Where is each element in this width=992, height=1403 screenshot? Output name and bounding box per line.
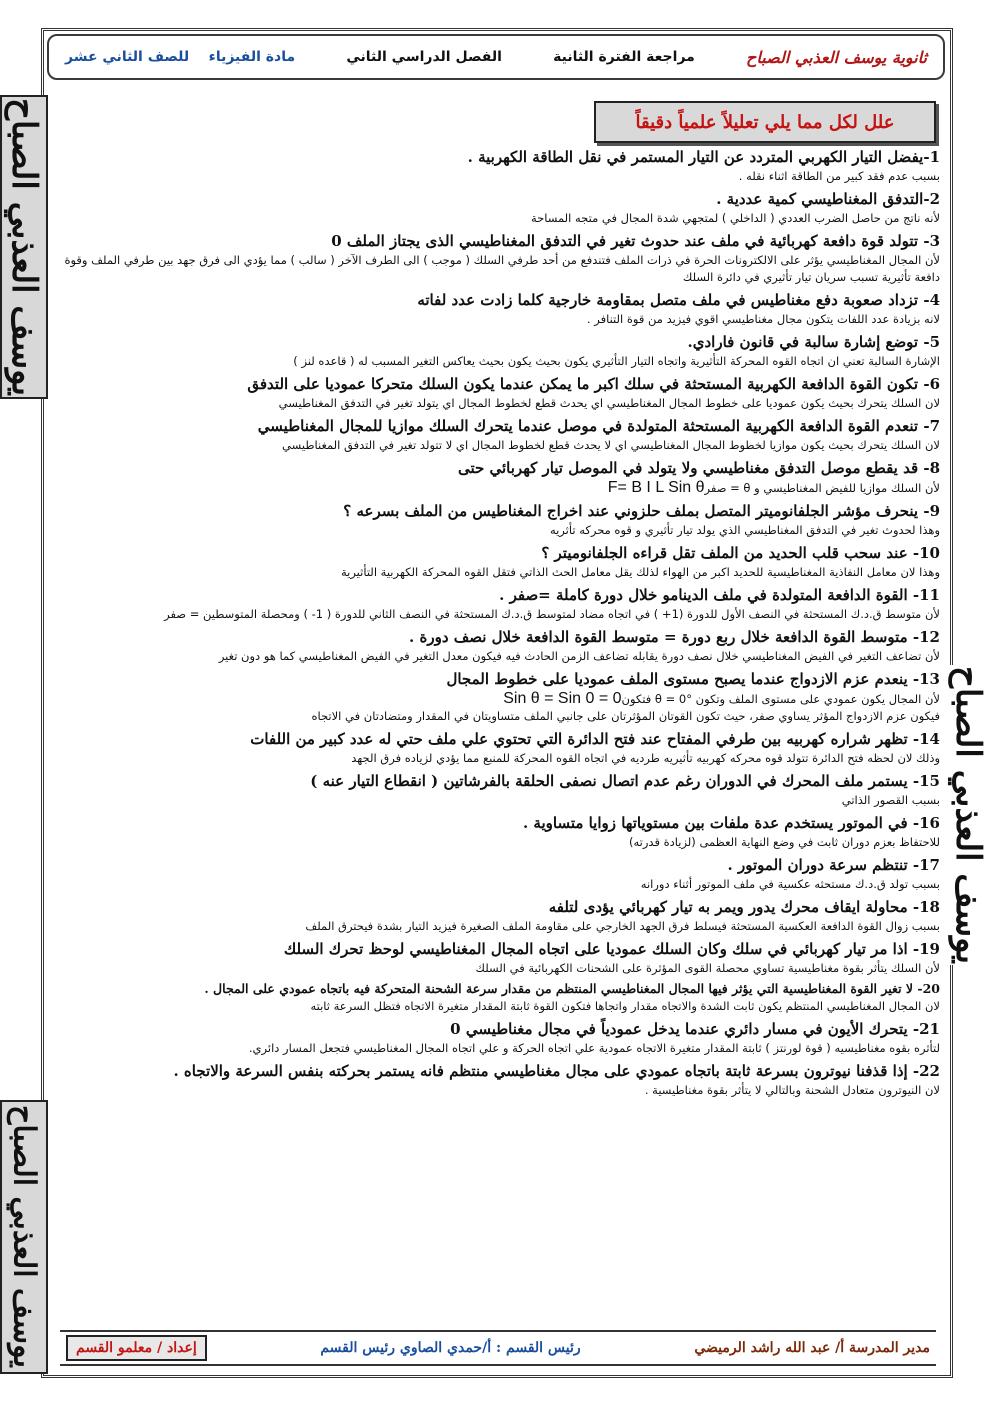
answer-body: بسبب القصور الذاتي: [841, 793, 940, 807]
question-item: [62, 812, 940, 851]
answer-body: لان السلك يتحرك بحيث يكون عموديا على خطوط المجال المغناطيسي اي يحدث قطع لخطوط المجال اي يتولد تغير في التدفق المغناطيسي: [278, 396, 940, 410]
answer-text: [62, 479, 940, 497]
questions-list: [62, 146, 940, 1102]
question-text: 7- تنعدم القوة الدافعة الكهربية المستحثة المتولدة في موصل عندما يتحرك السلك موازيا للمجال المغناطيسي: [257, 417, 940, 435]
answer-text: [62, 1040, 940, 1057]
question-item: [62, 770, 940, 809]
answer-text: [62, 918, 940, 935]
answer-continuation: فيكون عزم الازدواج المؤثر يساوي صفر، حيث تكون القوتان المؤثرتان على جانبي الملف متساويتان في المقدار ومتضادتان في الاتجاه: [311, 709, 940, 723]
answer-body: لانه بزيادة عدد اللفات يتكون مجال مغناطيسي اقوي فيزيد من قوة التنافر .: [586, 312, 940, 326]
answer-text: [62, 252, 940, 286]
review-title: مراجعة الفترة الثانية: [553, 49, 695, 65]
question-item: [62, 373, 940, 412]
question-text: 13- ينعدم عزم الازدواج عندما يصبح مستوى الملف عموديا على خطوط المجال: [446, 670, 940, 688]
prepared-by: إعداد / معلمو القسم: [66, 1335, 207, 1361]
answer-text: [62, 876, 940, 893]
answer-text: [62, 606, 940, 623]
answer-body: لتأثره بقوه مغناطيسيه ( قوة لورنتز ) ثابتة المقدار متغيرة الاتجاه عمودية علي اتجاه الحركة و علي اتجاه المجال المغناطيسي فتجعل المسار دائري.: [248, 1041, 940, 1055]
question-text: 22- إذا قذفنا نيوترون بسرعة ثابتة باتجاه عمودي على مجال مغناطيسي منتظم فانه يستمر بحركته بنفس السرعة والاتجاه .: [173, 1062, 940, 1080]
question-item: [62, 1060, 940, 1099]
answer-text: [62, 522, 940, 539]
subject-label: مادة الفيزياء: [208, 49, 296, 65]
answer-body: وهذا لحدوث تغير في التدفق المغناطيسي الذي يولد تيار تأثيري و قوه محركه تأثريه: [549, 523, 940, 537]
question-item: [62, 188, 940, 227]
question-text: 12- متوسط القوة الدافعة خلال ربع دورة = متوسط القوة الدافعة خلال نصف دورة .: [409, 628, 940, 646]
answer-body: بسبب تولد ق.د.ك مستحثه عكسية في ملف الموتور أثناء دورانه: [640, 877, 940, 891]
formula: F= B I L Sin θ: [607, 479, 705, 496]
answer-body: لأن المجال يكون عمودي على مستوى الملف وتكون θ = 0° فتكون: [621, 692, 940, 706]
question-item: [62, 896, 940, 935]
answer-text: [62, 210, 940, 227]
answer-body: لأن متوسط ق.د.ك المستحثة في النصف الأول للدورة (1+ ) في اتجاه مضاد لمتوسط ق.د.ك المستحثة في النصف الثاني للدورة ( 1- ) ومحصلة المتوسطين = صفر: [164, 607, 940, 621]
question-text: 10- عند سحب قلب الحديد من الملف تقل قراءه الجلفانوميتر ؟: [541, 544, 940, 562]
term-label: الفصل الدراسي الثاني: [346, 49, 502, 65]
question-item: [62, 980, 940, 1015]
grade-label: للصف الثاني عشر: [65, 49, 190, 65]
question-item: [62, 542, 940, 581]
formula: Sin θ = Sin 0 = 0: [503, 690, 622, 707]
answer-text: [62, 168, 940, 185]
answer-body: لأن المجال المغناطيسي يؤثر على الالكترونات الحرة في ذرات الملف فتندفع من أحد طرفي السلك ( موجب ) الى الطرف الآخر ( سالب ) مما يؤدي الى فرق جهد بين طرفي الملف وقوة دافعة تأثيرية تسبب سريان تيار تأثيري في دائرة السلك: [64, 253, 940, 284]
question-text: 15- يستمر ملف المحرك في الدوران رغم عدم اتصال نصفى الحلقة بالفرشاتين ( انقطاع التيار عنه ): [310, 772, 940, 790]
subject-grade: [65, 49, 295, 65]
answer-body: وذلك لان لحظه فتح الدائرة تتولد قوه محركه كهربيه تأثيريه طرديه في اتجاه القوه المحركة للمنبع مما يؤدي لزياده فرق الجهد: [351, 751, 940, 765]
question-text: 4- تزداد صعوبة دفع مغناطيس في ملف متصل بمقاومة خارجية كلما زادت عدد لفاته: [417, 291, 940, 309]
side-watermark-top: يوسف العذبي الصباح: [0, 95, 48, 399]
question-text: 5- توضع إشارة سالبة في قانون فارادي.: [687, 333, 940, 351]
answer-body: لأن تضاعف التغير في الفيض المغناطيسي خلال نصف دورة يقابله تضاعف الزمن الحادث فيه فيكون معدل التغير في الفيض المغناطيسي كما هو دون تغير: [218, 649, 940, 663]
answer-text: [62, 690, 940, 708]
answer-text: [62, 960, 940, 977]
answer-text: [62, 834, 940, 851]
answer-body: لان المجال المغناطيسي المنتظم يكون ثابت الشدة والاتجاه مقدار واتجاها فتكون القوة ثابتة المقدار متغيرة الاتجاه فتظل السرعة ثابته: [310, 999, 940, 1013]
answer-body: الإشارة السالبة تعني ان اتجاه القوه المحركة التأثيرية واتجاه التيار التأثيري يكون بحيث يكون بحيث يعاكس التغير المسبب له ( قاعده لنز ): [293, 354, 940, 368]
question-item: [62, 230, 940, 286]
school-principal: مدير المدرسة أ/ عبد الله راشد الرميضي: [694, 1340, 930, 1356]
question-item: [62, 626, 940, 665]
answer-body: لان النيوترون متعادل الشحنة وبالتالي لا يتأثر بقوة مغناطيسية .: [644, 1083, 940, 1097]
answer-body: للاحتفاظ بعزم دوران ثابت في وضع النهاية العظمى (لزيادة قدرته): [629, 835, 940, 849]
question-item: [62, 938, 940, 977]
question-text: 1-يفضل التيار الكهربي المتردد عن التيار المستمر في نقل الطاقة الكهربية .: [467, 148, 940, 166]
question-text: 8- قد يقطع موصل التدفق مغناطيسي ولا يتولد في الموصل تيار كهربائي حتى: [457, 459, 940, 477]
side-watermark-middle: يوسف العذبي الصباح: [944, 665, 992, 965]
page-footer: [60, 1330, 936, 1366]
answer-text: [62, 1082, 940, 1099]
question-text: 14- تظهر شراره كهربيه بين طرفي المفتاح عند فتح الدائرة التي تحتوي علي ملف حتي له عدد كبير من اللفات: [250, 730, 940, 748]
answer-body: وهذا لان معامل النفاذية المغناطيسية للحديد اكبر من الهواء لذلك يقل معامل الحث الذاتي فتقل القوه المحركة الكهربية التأثيرية: [340, 565, 940, 579]
question-item: [62, 457, 940, 497]
question-text: 11- القوة الدافعة المتولدة في ملف الدينامو خلال دورة كاملة =صفر .: [499, 586, 940, 604]
answer-text: [62, 311, 940, 328]
answer-text: [62, 792, 940, 809]
question-text: 16- في الموتور يستخدم عدة ملفات بين مستوياتها زوايا متساوية .: [522, 814, 940, 832]
question-item: [62, 854, 940, 893]
question-item: [62, 289, 940, 328]
school-name: ثانوية يوسف العذبي الصباح: [746, 47, 927, 67]
question-text: 17- تنتظم سرعة دوران الموتور .: [727, 856, 940, 874]
question-text: 18- محاولة ايقاف محرك يدور ويمر به تيار كهربائي يؤدى لتلفه: [548, 898, 940, 916]
page-header: [47, 34, 945, 80]
question-text: 9- ينحرف مؤشر الجلفانوميتر المتصل بملف حلزوني عند اخراج المغناطيس من الملف بسرعه ؟: [343, 502, 940, 520]
side-watermark-bottom: يوسف العذبي الصباح: [0, 1100, 48, 1374]
question-text: 20- لا تغير القوة المغناطيسية التي يؤثر فيها المجال المغناطيسي المنتظم من مقدار سرعة الشحنة المتحركة فيه باتجاه عمودي على المجال .: [204, 981, 940, 996]
answer-text: [62, 353, 940, 370]
answer-body: لان السلك يتحرك بحيث يكون موازيا لخطوط المجال المغناطيسي اي لا يحدث قطع لخطوط المجال اي لا تتولد تغير في التدفق المغناطيسي: [282, 438, 940, 452]
question-text: 2-التدفق المغناطيسي كمية عددية .: [716, 190, 940, 208]
question-item: [62, 331, 940, 370]
question-text: 6- تكون القوة الدافعة الكهربية المستحثة في سلك اكبر ما يمكن عندما يكون السلك متحركا عموديا على التدفق: [247, 375, 940, 393]
answer-body: لأنه ناتج من حاصل الضرب العددي ( الداخلي ) لمتجهي شدة المجال في متجه المساحة: [530, 211, 940, 225]
question-item: [62, 728, 940, 767]
answer-body: لأن السلك موازيا للفيض المغناطيسي و θ = صفر: [704, 481, 940, 495]
department-head: رئيس القسم : أ/حمدي الصاوي رئيس القسم: [320, 1340, 581, 1356]
question-text: 3- تتولد قوة دافعة كهربائية في ملف عند حدوث تغير في التدفق المغناطيسي الذى يجتاز الملف 0: [331, 232, 940, 250]
question-item: [62, 500, 940, 539]
answer-body: بسبب زوال القوة الدافعة العكسية المستحثة فيسلط فرق الجهد الخارجي على مقاومة الملف الصغيرة فيزيد التيار بشدة فيحترق الملف: [305, 919, 940, 933]
answer-text: [62, 750, 940, 767]
question-item: [62, 584, 940, 623]
answer-text: [62, 648, 940, 665]
question-item: [62, 668, 940, 725]
question-item: [62, 146, 940, 185]
answer-text: [62, 998, 940, 1015]
question-item: [62, 415, 940, 454]
answer-text: [62, 437, 940, 454]
answer-body: لأن السلك يتأثر بقوة مغناطيسية تساوي محصلة القوى المؤثرة على الشحنات الكهربائية في السلك: [475, 961, 940, 975]
section-title: علل لكل مما يلي تعليلاً علمياً دقيقاً: [594, 101, 936, 143]
question-item: [62, 1018, 940, 1057]
question-text: 19- اذا مر تيار كهربائي في سلك وكان السلك عموديا على اتجاه المجال المغناطيسي لوحظ تحرك السلك: [283, 940, 940, 958]
answer-text: [62, 564, 940, 581]
answer-body: بسبب عدم فقد كبير من الطاقة اثناء نقله .: [738, 169, 940, 183]
question-text: 21- يتحرك الأيون في مسار دائري عندما يدخل عمودياً في مجال مغناطيسي 0: [450, 1020, 940, 1038]
answer-text: [62, 395, 940, 412]
